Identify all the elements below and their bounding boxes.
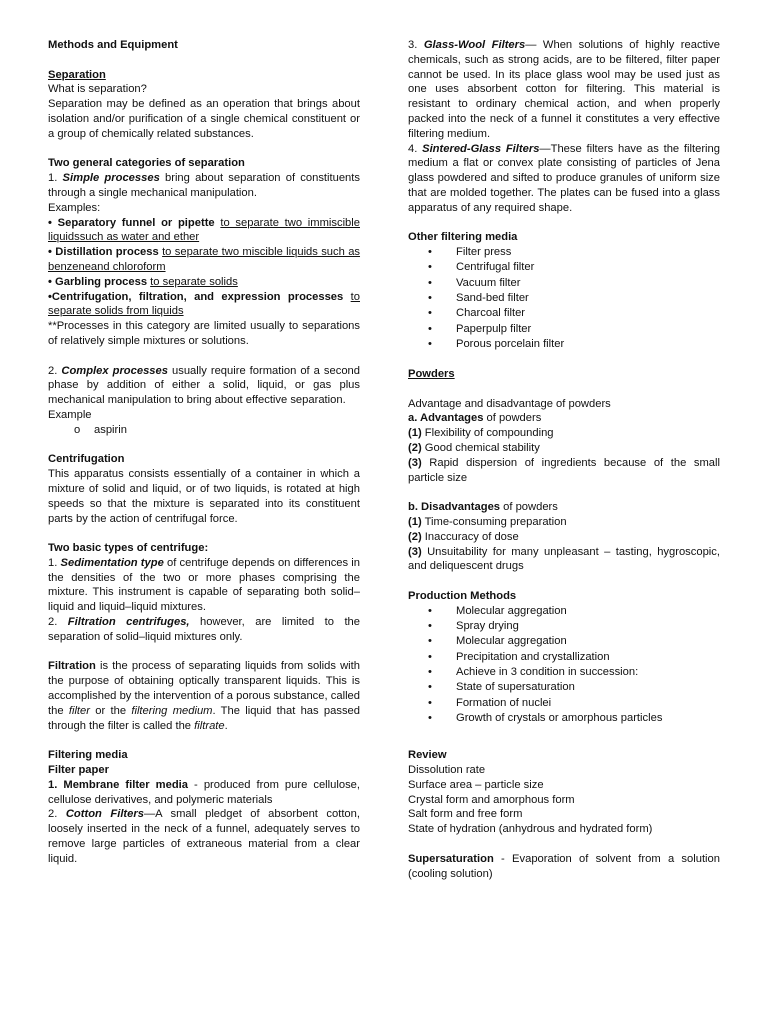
paragraph-membrane-filter: 1. Membrane filter media - produced from pure cellulose, cellulose derivatives, and polymeric materials: [48, 778, 361, 806]
example-garbling: • Garbling process to separate solids: [48, 275, 238, 288]
separation-question: What is separation?: [48, 83, 147, 96]
other-media-list: [408, 245, 720, 352]
paragraph-filtration-centrifuges: 2. Filtration centrifuges, however, are limited to the separation of solid–liquid mixtures only.: [48, 616, 360, 643]
example-distillation: • Distillation process to separate two miscible liquids such as benzeneand chloroform: [48, 246, 361, 273]
paragraph-cotton-filters: 2. Cotton Filters—A small pledget of absorbent cotton, loosely inserted in the neck of a funnel, adequately serves to remove large particles of extraneous material from a clear liquid.: [48, 808, 360, 865]
review-line: Dissolution rate: [408, 763, 486, 776]
advantages-label: a. Advantages of powders: [408, 412, 542, 425]
disadvantages-label: b. Disadvantages of powders: [408, 501, 558, 514]
simple-processes-note: **Processes in this category are limited usually to separations of relatively simple mixtures or solutions.: [48, 320, 360, 347]
list-item: • Vacuum filter: [428, 276, 720, 291]
list-item: • Precipitation and crystallization: [428, 650, 720, 665]
review-line: Crystal form and amorphous form: [408, 793, 575, 806]
list-item: • Growth of crystals or amorphous particles: [428, 711, 720, 726]
disadvantage-item: (1) Time-consuming preparation: [408, 516, 567, 528]
list-item: • Molecular aggregation: [428, 604, 720, 619]
left-column: [48, 38, 360, 867]
list-item: • Charcoal filter: [428, 306, 720, 321]
disadvantage-item: (3) Unsuitability for many unpleasant – tasting, hygroscopic, and deliquescent drugs: [408, 545, 720, 573]
example-label: Example: [48, 408, 92, 421]
production-methods-list: [408, 604, 720, 726]
heading-filter-paper: Filter paper: [48, 764, 109, 777]
paragraph-simple-processes: 1. Simple processes bring about separation of constituents through a single mechanical manipulation.: [48, 172, 360, 199]
heading-filtering-media: Filtering media: [48, 749, 128, 762]
list-item: • Spray drying: [428, 619, 720, 634]
powders-intro: Advantage and disadvantage of powders: [408, 397, 611, 410]
review-line: Salt form and free form: [408, 808, 523, 821]
advantage-item: (1) Flexibility of compounding: [408, 427, 554, 440]
example-centrifugation: •Centrifugation, filtration, and expression processes to separate solids from liquids: [48, 290, 360, 318]
heading-production-methods: Production Methods: [408, 589, 517, 602]
centrifugation-text: This apparatus consists essentially of a container in which a mixture of solid and liquid, or of two liquids, is rotated at high speeds so that the mixture is separated into its constituent parts by the action of centrifugal force.: [48, 468, 360, 525]
heading-other-filtering-media: Other filtering media: [408, 231, 518, 244]
paragraph-complex-processes: 2. Complex processes usually require formation of a second phase by addition of either a solid, liquid, or gas plus mechanical manipulation to bring about effective separation.: [48, 364, 360, 407]
paragraph-glass-wool: 3. Glass-Wool Filters— When solutions of highly reactive chemicals, such as strong acids, are to be filtered, filter paper cannot be used. In its place glass wool may be used just as one uses absorbent cotton for filtering. This material is resistant to ordinary chemical action, and when properly packed into the neck of a funnel it constitutes a very effective filtering medium.: [408, 39, 720, 140]
example-list: [48, 423, 360, 438]
advantage-item: (2) Good chemical stability: [408, 442, 540, 455]
list-item: • Achieve in 3 condition in succession:: [428, 665, 720, 680]
section-heading-powders: Powders: [408, 368, 455, 381]
section-heading-separation: Separation: [48, 68, 106, 81]
list-item: • Filter press: [428, 245, 720, 260]
list-item: • Molecular aggregation: [428, 634, 720, 649]
list-item: • State of supersaturation: [428, 680, 720, 695]
list-item: o aspirin: [74, 423, 360, 438]
list-item: • Formation of nuclei: [428, 696, 720, 711]
list-item: • Centrifugal filter: [428, 260, 720, 275]
heading-categories: Two general categories of separation: [48, 157, 245, 170]
examples-label: Examples:: [48, 201, 101, 214]
heading-review: Review: [408, 749, 447, 762]
list-item: • Paperpulp filter: [428, 322, 720, 337]
paragraph-sintered-glass: 4. Sintered-Glass Filters—These filters have as the filtering medium a flat or convex plate consisting of particles of Jena glass powdered and sifted to produce granules of uniform size that are molded together. The plates can be fused into a glass apparatus of any required shape.: [408, 142, 720, 214]
disadvantage-item: (2) Inaccuracy of dose: [408, 530, 519, 543]
review-line: Surface area – particle size: [408, 778, 544, 791]
heading-centrifuge-types: Two basic types of centrifuge:: [48, 542, 209, 555]
separation-definition: Separation may be defined as an operation that brings about isolation and/or purification of a single chemical constituent or a group of chemically related substances.: [48, 98, 360, 140]
review-line: State of hydration (anhydrous and hydrated form): [408, 823, 653, 836]
paragraph-supersaturation: Supersaturation - Evaporation of solvent from a solution (cooling solution): [408, 852, 720, 880]
advantage-item: (3) Rapid dispersion of ingredients because of the small particle size: [408, 456, 720, 484]
list-item: • Sand-bed filter: [428, 291, 720, 306]
right-column: [408, 38, 720, 881]
heading-centrifugation: Centrifugation: [48, 453, 125, 466]
list-item: • Porous porcelain filter: [428, 337, 720, 352]
example-separatory-funnel: • Separatory funnel or pipette to separate two immiscible liquidssuch as water and ether: [48, 216, 360, 244]
paragraph-filtration: Filtration is the process of separating liquids from solids with the purpose of obtaining optically transparent liquids. This is accomplished by the intervention of a porous substance, called the filter or the filtering medium. The liquid that has passed through the filter is called the filtrate.: [48, 660, 360, 732]
page-title: Methods and Equipment: [48, 39, 178, 51]
paragraph-sedimentation: 1. Sedimentation type of centrifuge depends on differences in the densities of the two or more phases comprising the mixture. This instrument is capable of separating both solid–liquid and liquid–liquid mixtures.: [48, 556, 360, 614]
